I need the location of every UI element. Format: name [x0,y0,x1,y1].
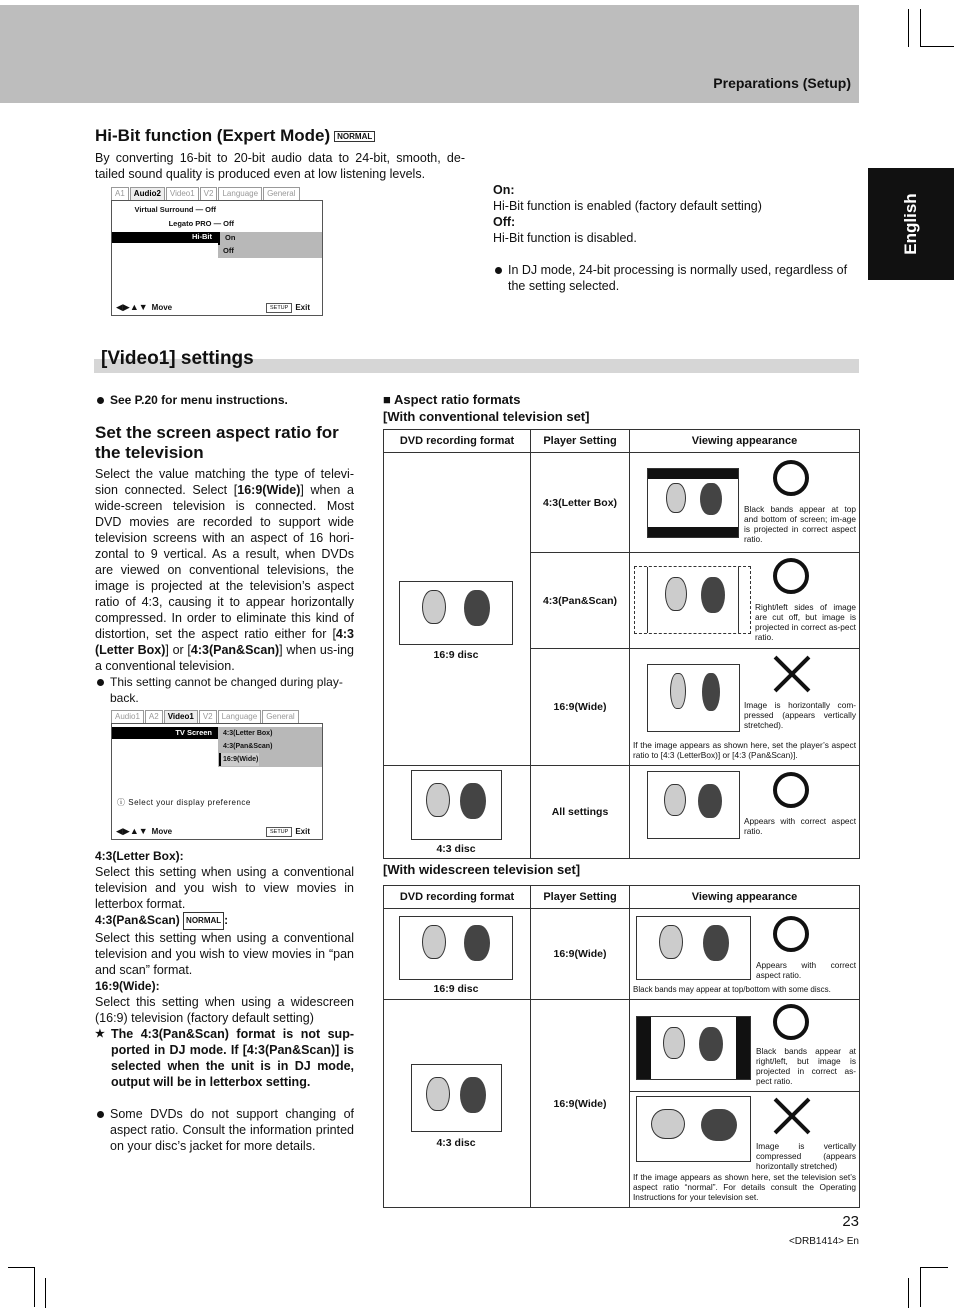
lb-text: Select this setting when using a conventional television and you wish to view movies in letterbox format. [95,865,354,911]
face-man [670,673,686,709]
exit-label: Exit [295,827,310,836]
aspect-subtitle: Set the screen aspect ratio for the television [95,423,339,462]
caption-letterbox: Black bands appear at top and bottom of screen; im-age is projected in correct aspect ratio. [744,504,856,544]
face-woman [699,1027,723,1061]
hibit-menu-screen [111,187,323,316]
face-woman [700,483,722,515]
menu-row-hibit[interactable]: Hi-Bit [112,232,218,243]
option-off[interactable]: Off [223,246,234,255]
caption-wide-43-ng-2: If the image appears as shown here, set the television set’s aspect ratio “normal”. For details consult the Operating Instructions for your television set. [633,1172,856,1202]
col-player-setting: Player Setting [531,886,630,909]
panscan-view-image [634,566,751,634]
menu-row-virtual-surround[interactable]: Virtual Surround — Off [134,205,216,214]
face-woman [460,783,486,819]
caption-wide-169: Appears with correct aspect ratio. [756,960,856,980]
letterbox-view-image [647,468,739,538]
menu2-tabs [111,710,300,723]
language-tab [868,168,954,280]
normal-badge-icon: NORMAL [183,912,224,930]
menu2-body [111,723,323,840]
circle-ok-icon [773,916,809,952]
wide-disc-169-label: 16:9 disc [433,983,479,995]
option-letterbox[interactable]: 4:3(Letter Box) [223,730,273,737]
face-woman [698,784,722,818]
menu-hint [117,797,251,808]
face-woman [701,1109,737,1141]
exit-label: Exit [295,303,310,312]
hibit-section [95,126,465,182]
letterbox-picture [648,479,738,527]
wide-43-ng-view-image [636,1096,751,1162]
crop-mark [8,1267,34,1268]
face-man [666,483,686,513]
crop-mark [908,1278,909,1308]
crop-mark [920,9,921,47]
crop-mark [920,46,954,47]
face-woman [464,925,490,961]
wide-text: Select this setting when using a widescreen (16:9) television (factory default setting) [95,995,354,1025]
col-dvd-format: DVD recording format [384,430,531,453]
move-label: Move [151,827,173,836]
ps-text: Select this setting when using a conventional television and you wish to view movies in “pan and scan” format. [95,931,354,977]
all-view-image [647,771,740,839]
wide-disc-43-image [411,1064,502,1132]
caption-wide: Image is horizontally com-pressed (appears vertically stretched). [744,700,856,730]
page-number: 23 [842,1213,859,1230]
face-woman [701,577,725,613]
face-woman [702,673,720,711]
face-man [665,577,687,611]
hibit-intro: By converting 16-bit to 20-bit audio data to 24-bit, smooth, de-tailed sound quality is produced even at low listening levels. [95,151,465,181]
body-text-g: ] when us-ing a conventional television. [95,643,354,673]
menu2-footer [116,826,318,837]
info-icon: ⓘ [117,798,126,807]
setting-panscan: 4:3(Pan&Scan) [531,553,630,649]
menu-body [111,200,323,316]
face-man [426,783,450,817]
doc-code: <DRB1414> En [788,1236,859,1247]
col-viewing: Viewing appearance [630,886,860,909]
conv-title: [With conventional television set] [383,409,590,424]
move-label: Move [151,303,173,312]
caption-wide-2: If the image appears as shown here, set the player’s aspect ratio to [4:3 (LetterBox)] or [4:3 (Pan&Scan)]. [633,740,856,760]
aspect-body [95,466,354,674]
option-descriptions [95,848,354,1154]
disc-43-label: 4:3 disc [436,843,476,855]
disc-169-label: 16:9 disc [433,649,479,661]
face-man [659,925,683,959]
normal-badge-icon: NORMAL [334,131,375,142]
circle-ok-icon [773,772,809,808]
col-player-setting: Player Setting [531,430,630,453]
aspect-title-text: Aspect ratio formats [394,392,521,407]
caption-wide-43-ng: Image is vertically compressed (appears horizontally stretched) [756,1141,856,1171]
setting-wide-43: 16:9(Wide) [531,1000,630,1208]
crop-mark [920,1267,921,1307]
caption-wide-169-2: Black bands may appear at top/bottom with some discs. [633,985,831,994]
on-label: On: [493,183,515,197]
hibit-options-explanation [493,182,860,294]
tab-v2[interactable]: V2 [200,187,218,200]
setup-key-icon: SETUP [266,303,292,313]
tab-video1[interactable]: Video1 [166,187,199,200]
circle-ok-icon [773,1004,809,1040]
hibit-title-text: Hi-Bit function (Expert Mode) [95,126,331,145]
dj-mode-warning: ★ The 4:3(Pan&Scan) format is not sup-ported in DJ mode. If [4:3(Pan&Scan)] is selected when the unit is in DJ mode, output will be in letterbox setting. [95,1026,354,1090]
face-woman [464,590,490,626]
disc-169-image [399,581,513,645]
tab-general[interactable]: General [262,710,298,723]
menu-row-tv-screen[interactable]: TV Screen [112,727,218,739]
tv-screen-options [218,727,322,767]
col-viewing: Viewing appearance [630,430,860,453]
option-on[interactable]: On [218,232,322,245]
menu-hint-text: Select your display preference [128,798,251,807]
tab-video1[interactable]: Video1 [164,710,198,723]
setup-key-icon: SETUP [266,827,292,837]
wide-view-image [647,664,740,732]
wide-label: 16:9(Wide): [95,979,160,993]
language-tab-label: English [901,193,920,255]
setting-wide-169: 16:9(Wide) [531,909,630,1000]
body-text-panscan: 4:3(Pan&Scan) [190,643,280,657]
face-man [664,784,686,816]
tab-language[interactable]: Language [218,187,262,200]
caption-panscan: Right/left sides of image are cut off, but image is projected in correct as-pect ratio. [755,602,856,642]
crop-mark [34,1267,35,1307]
cross-ng-icon [772,1096,812,1136]
tab-general[interactable]: General [263,187,299,200]
ps-label-line [95,912,354,930]
arrow-keys-icon: ◀▶▲▼ [116,826,148,836]
menu-footer [116,302,318,313]
face-man [422,925,446,959]
body-text-e: ] or [ [165,643,191,657]
caption-all: Appears with correct aspect ratio. [744,816,856,836]
dj-note: In DJ mode, 24-bit processing is normally used, regardless of the setting selected. [493,262,860,294]
on-text: Hi-Bit function is enabled (factory default setting) [493,199,762,213]
face-man [422,590,446,624]
wide-disc-43-label: 4:3 disc [436,1137,476,1149]
tab-audio2[interactable]: Audio2 [130,187,165,200]
face-woman [460,1077,486,1113]
body-text-letterbox: 4:3 (Letter Box) [95,627,354,657]
wide-disc-169-image [399,916,513,980]
cannot-change-note: This setting cannot be changed during play-back. [95,674,354,706]
aspect-title [383,392,520,407]
body-text-wide: 16:9(Wide) [237,483,301,497]
off-label: Off: [493,215,516,229]
crop-mark [45,1278,46,1308]
face-man [663,1027,685,1059]
section-label: Preparations (Setup) [713,75,851,91]
cross-ng-icon [772,654,812,694]
wide-169-view-image [636,916,751,980]
col-dvd-format: DVD recording format [384,886,531,909]
face-man [426,1077,450,1111]
menu-tabs [111,187,301,200]
crop-mark [908,9,909,47]
body-text-a: Select the value matching the type of televi-sion connected. Select [ [95,467,354,497]
body-text-c: ] when a wide-screen television is connected. Most DVD movies are recorded to support wide television screens with an aspect of 16 hori-zontal to 9 vertical. As a result, when DVDs are viewed on conventional televisions, the image is projected at the television’s aspect ratio of 4:3, causing it to appear horizontally compressed. In order to eliminate this kind of distortion, set the aspect ratio either for [ [95,483,354,641]
circle-ok-icon [773,460,809,496]
crop-mark [920,1267,948,1268]
wide-title: [With widescreen television set] [383,862,581,877]
video1-section-title: [Video1] settings [101,348,254,369]
option-panscan[interactable]: 4:3(Pan&Scan) [223,743,273,750]
ps-label: 4:3(Pan&Scan) [95,913,180,928]
tv-screen-menu [111,710,323,840]
panscan-frame [647,567,739,633]
option-wide[interactable]: 16:9(Wide) [219,753,259,766]
dvd-support-note: Some DVDs do not support changing of aspect ratio. Consult the information printed on your disc’s jacket for more details. [95,1106,354,1154]
menu-row-legato[interactable]: Legato PRO — Off [168,219,234,228]
wide-43-ok-view-image [636,1016,751,1080]
hibit-title [95,126,465,146]
tab-v2[interactable]: V2 [199,710,217,723]
arrow-keys-icon: ◀▶▲▼ [116,302,148,312]
lb-label: 4:3(Letter Box): [95,849,184,863]
tab-a1[interactable]: A1 [111,187,129,200]
circle-ok-icon [773,558,809,594]
setting-letterbox: 4:3(Letter Box) [531,453,630,553]
ps-colon: : [224,913,229,928]
face-woman [703,925,729,961]
setting-wide: 16:9(Wide) [531,649,630,766]
square-bullet-icon: ■ [383,392,391,407]
caption-wide-43-ok: Black bands appear at right/left, but image is projected in correct as-pect ratio. [756,1046,856,1086]
see-menu-note: See P.20 for menu instructions. [95,392,954,408]
disc-43-image [411,770,502,840]
off-text: Hi-Bit function is disabled. [493,231,637,245]
tab-a2[interactable]: A2 [145,710,163,723]
face-man [651,1109,685,1139]
left-column [95,423,354,706]
tab-audio1[interactable]: Audio1 [111,710,144,723]
tab-language[interactable]: Language [218,710,262,723]
hibit-options-box [218,232,322,258]
setting-all: All settings [531,766,630,859]
